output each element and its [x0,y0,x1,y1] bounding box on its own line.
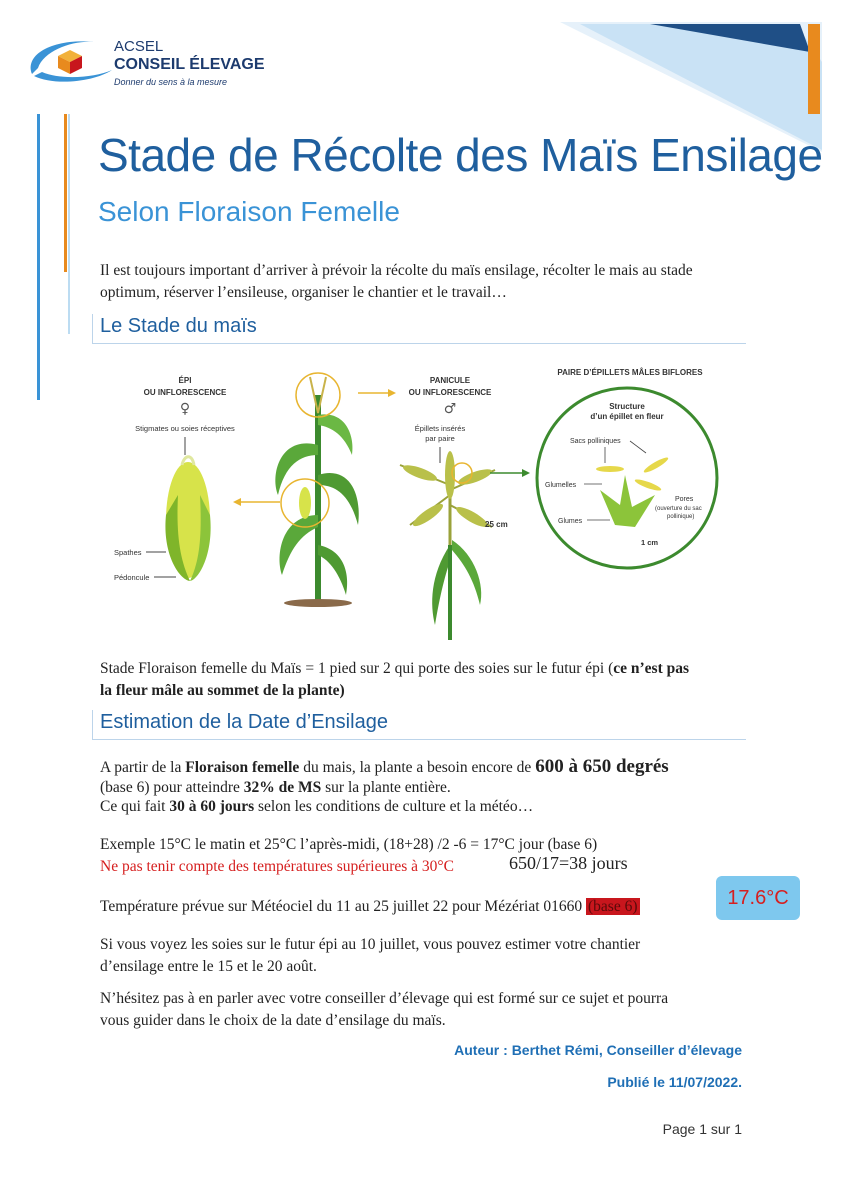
glumes-label: Glumes [558,518,583,525]
soies-line1: Si vous voyez les soies sur le futur épi au 10 juillet, vous pouvez estimer votre chantier [100,936,641,953]
stade-line2: la fleur mâle au sommet de la plante) [100,682,345,699]
epi-label2: OU INFLORESCENCE [143,388,227,397]
size-25cm: 25 cm [485,520,508,529]
exemple-line1: Exemple 15°C le matin et 25°C l’après-midi, (18+28) /2 -6 = 17°C jour (base 6) [100,836,598,853]
epi-label1: ÉPI [178,376,192,385]
prevision-line: Température prévue sur Météociel du 11 au 25 juillet 22 pour Mézériat 01660 (base 6) [100,898,638,915]
logo-line1: ACSEL [114,38,164,55]
maize-diagram [100,355,750,645]
spathes-label: Spathes [114,548,142,557]
pedoncule-label: Pédoncule [114,573,150,582]
structure-label1: Structure [609,402,645,411]
intro-line1: Il est toujours important d’arriver à prévoir la récolte du maïs ensilage, récolter le mais au stade [100,262,693,279]
estimation-line3: Ce qui fait 30 à 60 jours selon les conditions de culture et la météo… [100,798,534,815]
estimation-line1: A partir de la Floraison femelle du mais, la plante a besoin encore de 600 à 650 degrés [100,756,669,777]
logo-tagline: Donner du sens à la mesure [114,77,228,87]
section2-line [92,739,746,740]
soies-line2: d’ensilage entre le 15 et le 20 août. [100,958,317,975]
stigmates-label: Stigmates ou soies réceptives [135,424,235,433]
pores-label2: (ouverture du sac [655,506,702,512]
intro-line2: optimum, réserver l’ensileuse, organiser le chantier et le travail… [100,284,507,301]
paire-title: PAIRE D’ÉPILLETS MÂLES BIFLORES [557,368,703,377]
left-bar-orange [64,114,67,272]
section2-bar [92,710,93,740]
temperature-badge: 17.6°C [716,876,800,920]
page-number: Page 1 sur 1 [662,1121,742,1137]
male-symbol: ♂ [443,401,457,417]
sacs-label: Sacs polliniques [570,438,621,445]
pores-label1: Pores [675,496,694,503]
conseil-line1: N’hésitez pas à en parler avec votre conseiller d’élevage qui est formé sur ce sujet et pourra [100,990,669,1007]
logo-line2: CONSEIL ÉLEVAGE [114,56,265,73]
estimation-line2: (base 6) pour atteindre 32% de MS sur la plante entière. [100,779,451,796]
base6-highlight: (base 6) [588,898,638,915]
logo-icon [24,34,114,86]
section2-heading: Estimation de la Date d’Ensilage [100,711,388,733]
pores-label3: pollinique) [667,514,695,520]
epillets-label2: par paire [425,434,455,443]
published-date: Publié le 11/07/2022. [607,1074,742,1090]
epillets-label1: Épillets insérés [414,424,466,433]
exemple-warning: Ne pas tenir compte des températures supérieures à 30°C [100,858,454,875]
glumelles-label: Glumelles [545,482,577,489]
section1-bar [92,314,93,344]
exemple-calc: 650/17=38 jours [509,853,628,873]
section1-heading: Le Stade du maïs [100,315,257,337]
female-symbol: ♀ [179,401,191,417]
author: Auteur : Berthet Rémi, Conseiller d’élevage [454,1042,742,1058]
conseil-line2: vous guider dans le choix de la date d’ensilage du maïs. [100,1012,446,1029]
left-bar-light [68,114,70,334]
page-title: Stade de Récolte des Maïs Ensilage [98,129,823,181]
page-subtitle: Selon Floraison Femelle [98,196,400,227]
panicule-label2: OU INFLORESCENCE [408,388,492,397]
size-1cm: 1 cm [641,538,659,547]
structure-label2: d’un épillet en fleur [590,412,664,421]
panicule-label1: PANICULE [429,376,471,385]
stade-line1: Stade Floraison femelle du Maïs = 1 pied sur 2 qui porte des soies sur le futur épi (ce n’est pas [100,660,690,677]
section1-line [92,343,746,344]
left-bar-blue [37,114,40,400]
